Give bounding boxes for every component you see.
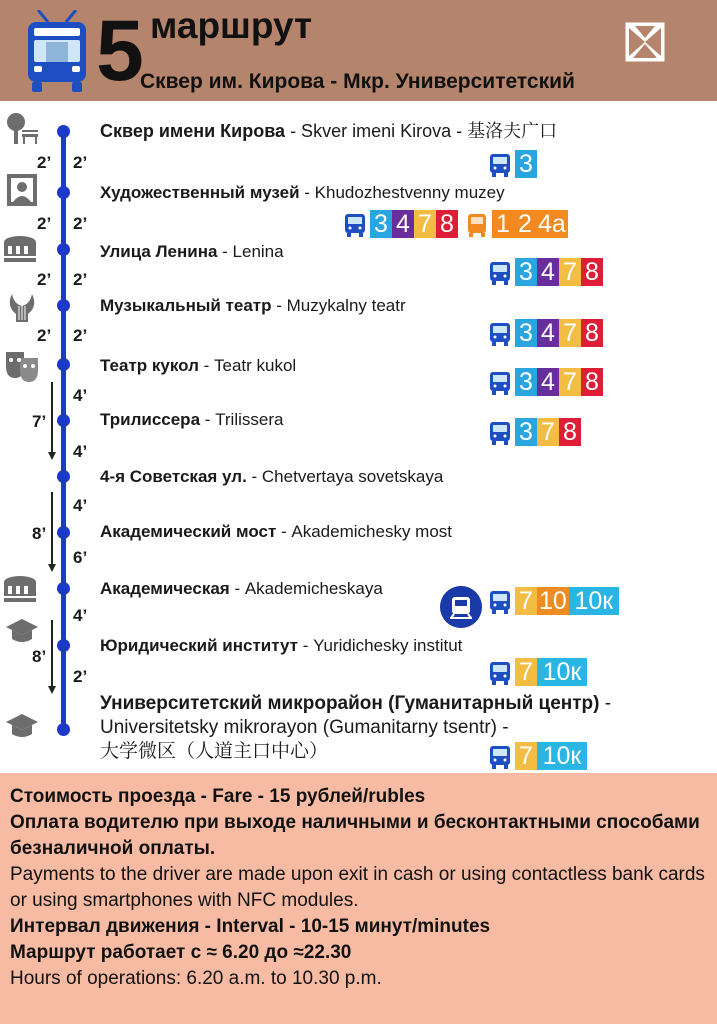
stop-name[interactable]: Сквер имени Кирова - Skver imeni Kirova - 基洛夫广口 (100, 121, 558, 141)
trolleybus-icon (344, 211, 366, 237)
payment-text-ru: Оплата водителю при выходе наличными и бесконтактными способами безналичной оплаты. (10, 812, 700, 859)
stop-dot[interactable] (57, 186, 70, 199)
route-number-badge[interactable]: 2 (514, 210, 536, 238)
route-badges (489, 418, 581, 446)
stop-name[interactable]: Университетский микрорайон (Гуманитарный центр) - (100, 693, 612, 714)
route-badges (489, 587, 619, 615)
stadium-icon (2, 232, 38, 268)
stop-name-en: Universitetsky mikrorayon (Gumanitarny tsentr) - (100, 717, 509, 738)
stop-name-cn: 大学微区（人道主口中心） (100, 741, 329, 762)
trolleybus-icon (489, 419, 511, 445)
stop-dot[interactable] (57, 358, 70, 371)
header (0, 0, 717, 101)
route-number-badge[interactable]: 10к (569, 587, 619, 615)
route-number-badge[interactable]: 4 (537, 319, 559, 347)
arrow-line (51, 620, 53, 686)
portrait-frame-icon (4, 172, 40, 208)
route-number-badge[interactable]: 7 (537, 418, 559, 446)
route-number: 5 (96, 3, 142, 99)
route-number-badge[interactable]: 4 (392, 210, 414, 238)
stadium-icon (2, 572, 38, 608)
route-number-badge[interactable]: 7 (559, 319, 581, 347)
arrow-head (48, 564, 56, 572)
train-icon (440, 586, 482, 628)
graduation-cap-icon (4, 615, 40, 651)
route-badges (344, 210, 568, 238)
lyre-icon (4, 290, 40, 326)
route-number-badge[interactable]: 3 (515, 368, 537, 396)
route-number-badge[interactable]: 4а (538, 210, 566, 238)
route-badges (489, 150, 537, 178)
route-number-badge[interactable]: 7 (515, 742, 537, 770)
travel-time: 2’ (73, 667, 88, 686)
stop-dot[interactable] (57, 299, 70, 312)
travel-time: 4’ (73, 496, 88, 515)
stop-dot[interactable] (57, 639, 70, 652)
travel-time: 4’ (73, 606, 88, 625)
tram-icon (466, 211, 488, 237)
travel-time-total: 7’ (32, 412, 47, 431)
route-number-badge[interactable]: 3 (515, 150, 537, 178)
travel-time: 4’ (73, 386, 88, 405)
travel-time: 2’ (73, 270, 88, 289)
route-number-badge[interactable]: 8 (436, 210, 458, 238)
route-number-badge[interactable]: 8 (559, 418, 581, 446)
route-badges (489, 742, 587, 770)
route-number-badge[interactable]: 7 (414, 210, 436, 238)
route-badges (489, 658, 587, 686)
trolleybus-icon (489, 588, 511, 614)
stop-name[interactable]: Художественный музей - Khudozhestvenny muzey (100, 183, 505, 202)
arrow-line (51, 382, 53, 452)
travel-time: 2’ (37, 326, 52, 345)
stop-name[interactable]: Театр кукол - Teatr kukol (100, 356, 297, 375)
travel-time: 2’ (73, 326, 88, 345)
route-number-badge[interactable]: 10к (537, 658, 587, 686)
stop-name[interactable]: Академическая - Akademicheskaya (100, 579, 383, 598)
interval-text: Интервал движения - Interval - 10-15 минут/minutes (10, 916, 491, 937)
travel-time: 6’ (73, 548, 88, 567)
route-number-badge[interactable]: 4 (537, 368, 559, 396)
park-bench-icon (4, 112, 40, 148)
trolleybus-icon (489, 369, 511, 395)
theatre-masks-icon (4, 348, 40, 384)
stop-dot[interactable] (57, 470, 70, 483)
fare-text: Стоимость проезда - Fare - 15 рублей/rubles (10, 786, 426, 807)
travel-time: 2’ (37, 214, 52, 233)
route-number-badge[interactable]: 7 (515, 658, 537, 686)
travel-time: 2’ (37, 153, 52, 172)
graduation-cap-icon (4, 710, 40, 746)
route-number-badge[interactable]: 8 (581, 368, 603, 396)
route-number-badge[interactable]: 7 (515, 587, 537, 615)
route-word: маршрут (150, 5, 313, 46)
route-number-badge[interactable]: 3 (370, 210, 392, 238)
route-number-badge[interactable]: 8 (581, 258, 603, 286)
arrow-line (51, 492, 53, 564)
stop-dot[interactable] (57, 243, 70, 256)
route-badges (489, 319, 603, 347)
route-number-badge[interactable]: 8 (581, 319, 603, 347)
stop-name[interactable]: Академический мост - Akademichesky most (100, 522, 453, 541)
route-number-badge[interactable]: 10 (539, 587, 567, 615)
stop-dot[interactable] (57, 125, 70, 138)
arrow-head (48, 686, 56, 694)
stop-name[interactable]: 4-я Советская ул. - Chetvertaya sovetskaya (100, 467, 444, 486)
route-number-badge[interactable]: 3 (515, 418, 537, 446)
route-number-badge[interactable]: 7 (559, 368, 581, 396)
travel-time: 2’ (73, 153, 88, 172)
route-number-badge[interactable]: 3 (515, 319, 537, 347)
arrow-head (48, 452, 56, 460)
city-emblem-icon (625, 22, 665, 62)
trolleybus-icon (489, 151, 511, 177)
route-badges (489, 258, 603, 286)
route-name: Сквер им. Кирова - Мкр. Университетский (140, 70, 575, 93)
route-number-badge[interactable]: 1 (492, 210, 514, 238)
stop-name[interactable]: Музыкальный театр - Muzykalny teatr (100, 296, 406, 315)
trolleybus-icon (489, 743, 511, 769)
route-number-badge[interactable]: 10к (537, 742, 587, 770)
route-number-badge[interactable]: 7 (559, 258, 581, 286)
stop-dot[interactable] (57, 723, 70, 736)
trolleybus-icon (489, 659, 511, 685)
trolleybus-icon (489, 259, 511, 285)
stop-name[interactable]: Трилиссера - Trilissera (100, 410, 284, 429)
info-panel (0, 773, 717, 1024)
stop-name[interactable]: Юридический институт - Yuridichesky institut (100, 636, 463, 655)
stop-name[interactable]: Улица Ленина - Lenina (100, 242, 284, 261)
route-badges (489, 368, 603, 396)
hours-text-en: Hours of operations: 6.20 a.m. to 10.30 p.m. (10, 968, 382, 989)
route-number-badge[interactable]: 4 (537, 258, 559, 286)
trolleybus-icon (489, 320, 511, 346)
travel-time-total: 8’ (32, 647, 47, 666)
travel-time-total: 8’ (32, 524, 47, 543)
route-number-badge[interactable]: 3 (515, 258, 537, 286)
stop-dot[interactable] (57, 414, 70, 427)
payment-text-en: Payments to the driver are made upon exit in cash or using contactless bank cards or using smartphones with NFC modules. (10, 864, 705, 911)
hours-text-ru: Маршрут работает с ≈ 6.20 до ≈22.30 (10, 942, 352, 963)
travel-time: 4’ (73, 442, 88, 461)
travel-time: 2’ (37, 270, 52, 289)
trolleybus-icon (24, 10, 90, 92)
stop-dot[interactable] (57, 582, 70, 595)
travel-time: 2’ (73, 214, 88, 233)
stop-dot[interactable] (57, 526, 70, 539)
